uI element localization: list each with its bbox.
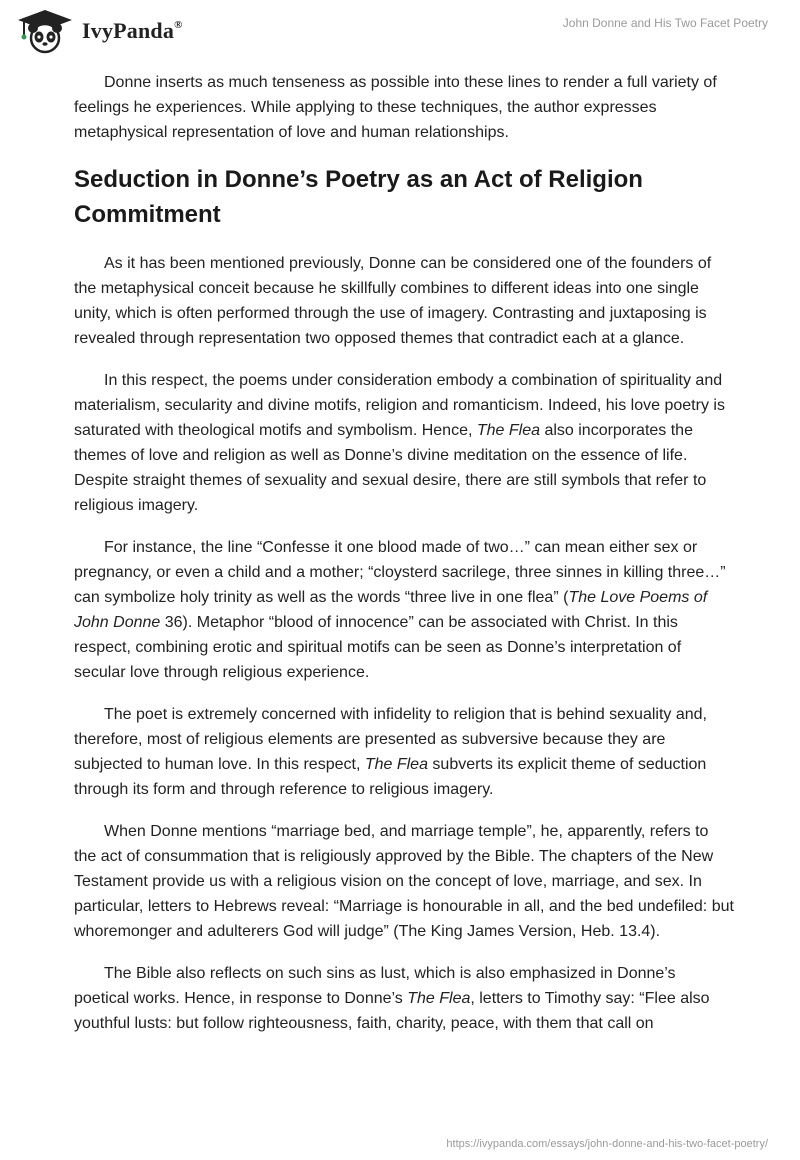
source-url-link[interactable]: https://ivypanda.com/essays/john-donne-and-his-two-facet-poetry/ (446, 1138, 768, 1150)
paragraph-1: Donne inserts as much tenseness as possible into these lines to render a full variety of feelings he experiences. While applying to these techniques, the author expresses metaphysical representation of love and human relationships. (74, 74, 717, 141)
work-title: The Flea (364, 756, 428, 773)
work-title: The Flea (476, 422, 540, 439)
paragraph-2: As it has been mentioned previously, Donne can be considered one of the founders of the metaphysical conceit because he skillfully combines to different ideas into one single unity, which is often performed through the use of imagery. Contrasting and juxtaposing is revealed through representation two opposed themes that contradict each at a glance. (74, 255, 712, 347)
paragraph-4: For instance, the line “Confesse it one blood made of two…” can mean either sex or pregnancy, or even a child and a mother; “cloysterd sacrilege, three sinnes in killing three…” can symbolize holy trinity as well as the words “three live in one flea” (The Love Poems of John Donne 36). Metaphor “blood of innocence” can be associated with Christ. In this respect, combining erotic and spiritual motifs can be seen as Donne’s interpretation of secular love through religious experience. (74, 539, 726, 681)
document-title: John Donne and His Two Facet Poetry (562, 16, 768, 30)
logo-text: IvyPanda® (82, 18, 183, 43)
work-title: The Flea (407, 990, 471, 1007)
paragraph-6: When Donne mentions “marriage bed, and marriage temple”, he, apparently, refers to the act of consummation that is religiously approved by the Bible. The chapters of the New Testament provide us with a religious vision on the concept of love, marriage, and sex. In particular, letters to Hebrews reveal: “Marriage is honourable in all, and the bed undefiled: but whoremonger and adulterers God will judge” (The King James Version, Heb. 13.4). (74, 823, 734, 940)
paragraph-5: The poet is extremely concerned with infidelity to religion that is behind sexuality and, therefore, most of religious elements are presented as subversive because they are subjected to human love. In this respect, The Flea subverts its explicit theme of seduction through its form and through reference to religious imagery. (74, 706, 707, 798)
page-header (0, 0, 800, 66)
paragraph-3: In this respect, the poems under consideration embody a combination of spirituality and materialism, secularity and divine motifs, religion and romanticism. Indeed, his love poetry is saturated with theological motifs and symbolism. Hence, The Flea also incorporates the themes of love and religion as well as Donne’s divine meditation on the essence of life. Despite straight themes of sexuality and sexual desire, there are still symbols that refer to religious imagery. (74, 372, 725, 514)
ivypanda-logo[interactable] (14, 8, 183, 54)
paragraph-7: The Bible also reflects on such sins as lust, which is also emphasized in Donne’s poetical works. Hence, in response to Donne’s The Flea, letters to Timothy say: “Flee also youthful lusts: but follow righteousness, faith, charity, peace, with them that call on (74, 965, 710, 1032)
essay-body (74, 70, 734, 1053)
panda-graduate-icon (14, 8, 76, 54)
work-title: The Love Poems of John Donne (74, 589, 708, 631)
section-heading: Seduction in Donne’s Poetry as an Act of Religion Commitment (74, 166, 643, 228)
